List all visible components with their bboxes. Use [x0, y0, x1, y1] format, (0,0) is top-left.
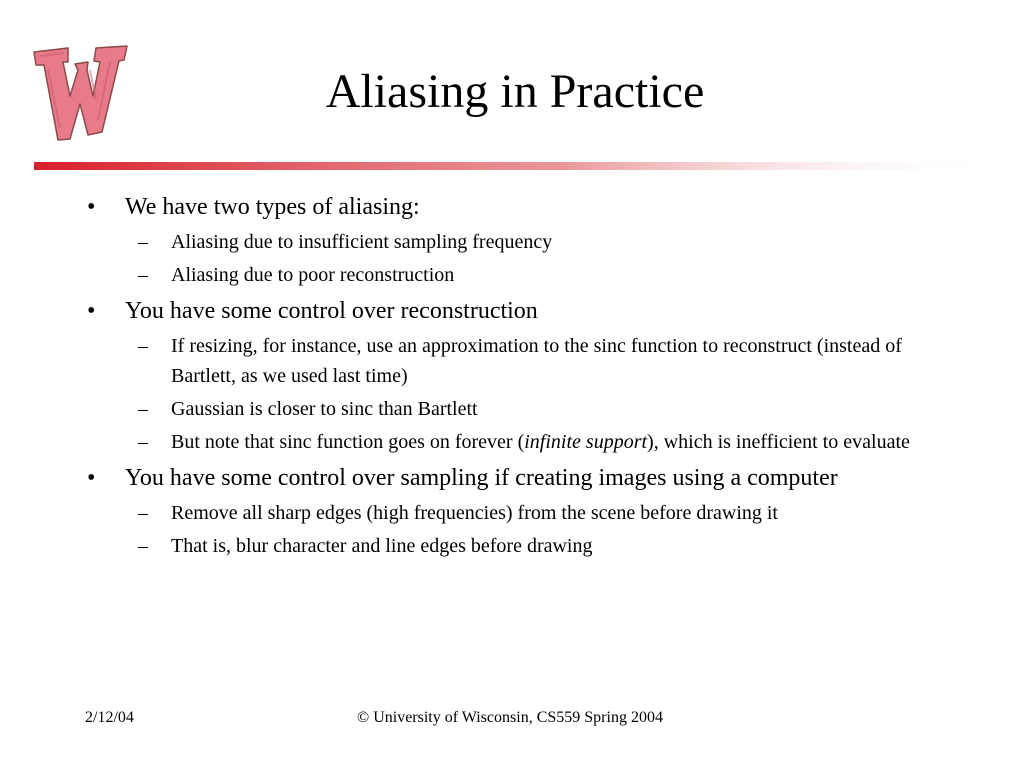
sub-bullet-item — [0, 227, 1024, 257]
sub-bullet-item — [0, 427, 1024, 457]
bullet-text: You have some control over sampling if creating images using a computer — [125, 465, 838, 491]
sub-bullet-text: Aliasing due to poor reconstruction — [171, 264, 455, 286]
sub-bullet-text: Remove all sharp edges (high frequencies) from the scene before drawing it — [171, 502, 778, 524]
slide-body — [0, 186, 1024, 561]
sub-bullet-item — [0, 331, 1024, 391]
bullet-marker: • — [87, 194, 96, 220]
sub-bullet-item — [0, 394, 1024, 424]
sub-bullet-item — [0, 531, 1024, 561]
sub-bullet-marker: – — [138, 398, 148, 420]
sub-bullet-text — [171, 431, 910, 453]
sub-bullet-marker: – — [138, 231, 148, 253]
bullet-item — [0, 461, 1024, 495]
bullet-marker: • — [87, 298, 96, 324]
footer-date: 2/12/04 — [85, 709, 134, 726]
sub-bullet-marker: – — [138, 535, 148, 557]
sub-bullet-text: If resizing, for instance, use an approximation to the sinc function to reconstruct (instead of Bartlett, as we used last time) — [171, 335, 902, 387]
bullet-item — [0, 190, 1024, 224]
title-divider — [34, 162, 1000, 170]
sub-bullet-item — [0, 260, 1024, 290]
sub-bullet-marker: – — [138, 502, 148, 524]
sub-bullet-text-start: But note that sinc function goes on forever ( — [171, 431, 525, 453]
sub-bullet-text-end: ), which is inefficient to evaluate — [647, 431, 910, 453]
sub-bullet-marker: – — [138, 431, 148, 453]
wisconsin-w-logo — [30, 40, 130, 144]
bullet-text: You have some control over reconstruction — [125, 298, 538, 324]
footer-copyright: © University of Wisconsin, CS559 Spring 2004 — [357, 709, 663, 726]
slide-title: Aliasing in Practice — [325, 65, 705, 118]
sub-bullet-text: That is, blur character and line edges before drawing — [171, 535, 593, 557]
sub-bullet-marker: – — [138, 335, 148, 357]
emphasized-term: infinite support — [524, 431, 648, 453]
sub-bullet-text: Aliasing due to insufficient sampling frequency — [171, 231, 553, 253]
sub-bullet-text: Gaussian is closer to sinc than Bartlett — [171, 398, 478, 420]
sub-bullet-item — [0, 498, 1024, 528]
bullet-marker: • — [87, 465, 96, 491]
bullet-text: We have two types of aliasing: — [125, 194, 420, 220]
bullet-item — [0, 294, 1024, 328]
sub-bullet-marker: – — [138, 264, 148, 286]
